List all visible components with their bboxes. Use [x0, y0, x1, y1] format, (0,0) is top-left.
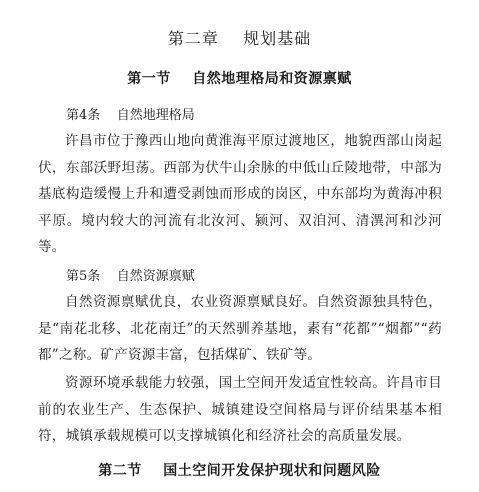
article-title-4: 第4条 自然地理格局: [66, 108, 195, 123]
article-4-paragraph-1: 许昌市位于豫西山地向黄淮海平原过渡地区，地貌西部山岗起伏，东部沃野坦荡。西部为伏牛山余脉的中低山丘陵地带，中部为基底构造缓慢上升和遭受剥蚀而形成的岗区，中东部均为黄海冲积平原。境内较大的河流有北汝河、颍河、双洎河、清潩河和沙河等。: [38, 133, 442, 255]
article-5-paragraph-2: 资源环境承载能力较强，国土空间开发适宜性较高。许昌市目前的农业生产、生态保护、城镇建设空间格局与评价结果基本相符，城镇承载规模可以支撑城镇化和经济社会的高质量发展。: [38, 375, 442, 444]
article-title-5: 第5条 自然资源禀赋: [66, 269, 195, 284]
section-title-2: 第二节 国土空间开发保护现状和问题风险: [98, 463, 381, 479]
section-title-1: 第一节 自然地理格局和资源禀赋: [127, 71, 352, 87]
chapter-title: 第二章 规划基础: [167, 29, 312, 48]
article-5-paragraph-1: 自然资源禀赋优良，农业资源禀赋良好。自然资源独具特色，是“南花北移、北花南迁”的天然驯养基地，素有“花都”“烟都”“药都”之称。矿产资源丰富，包括煤矿、铁矿等。: [38, 294, 442, 363]
